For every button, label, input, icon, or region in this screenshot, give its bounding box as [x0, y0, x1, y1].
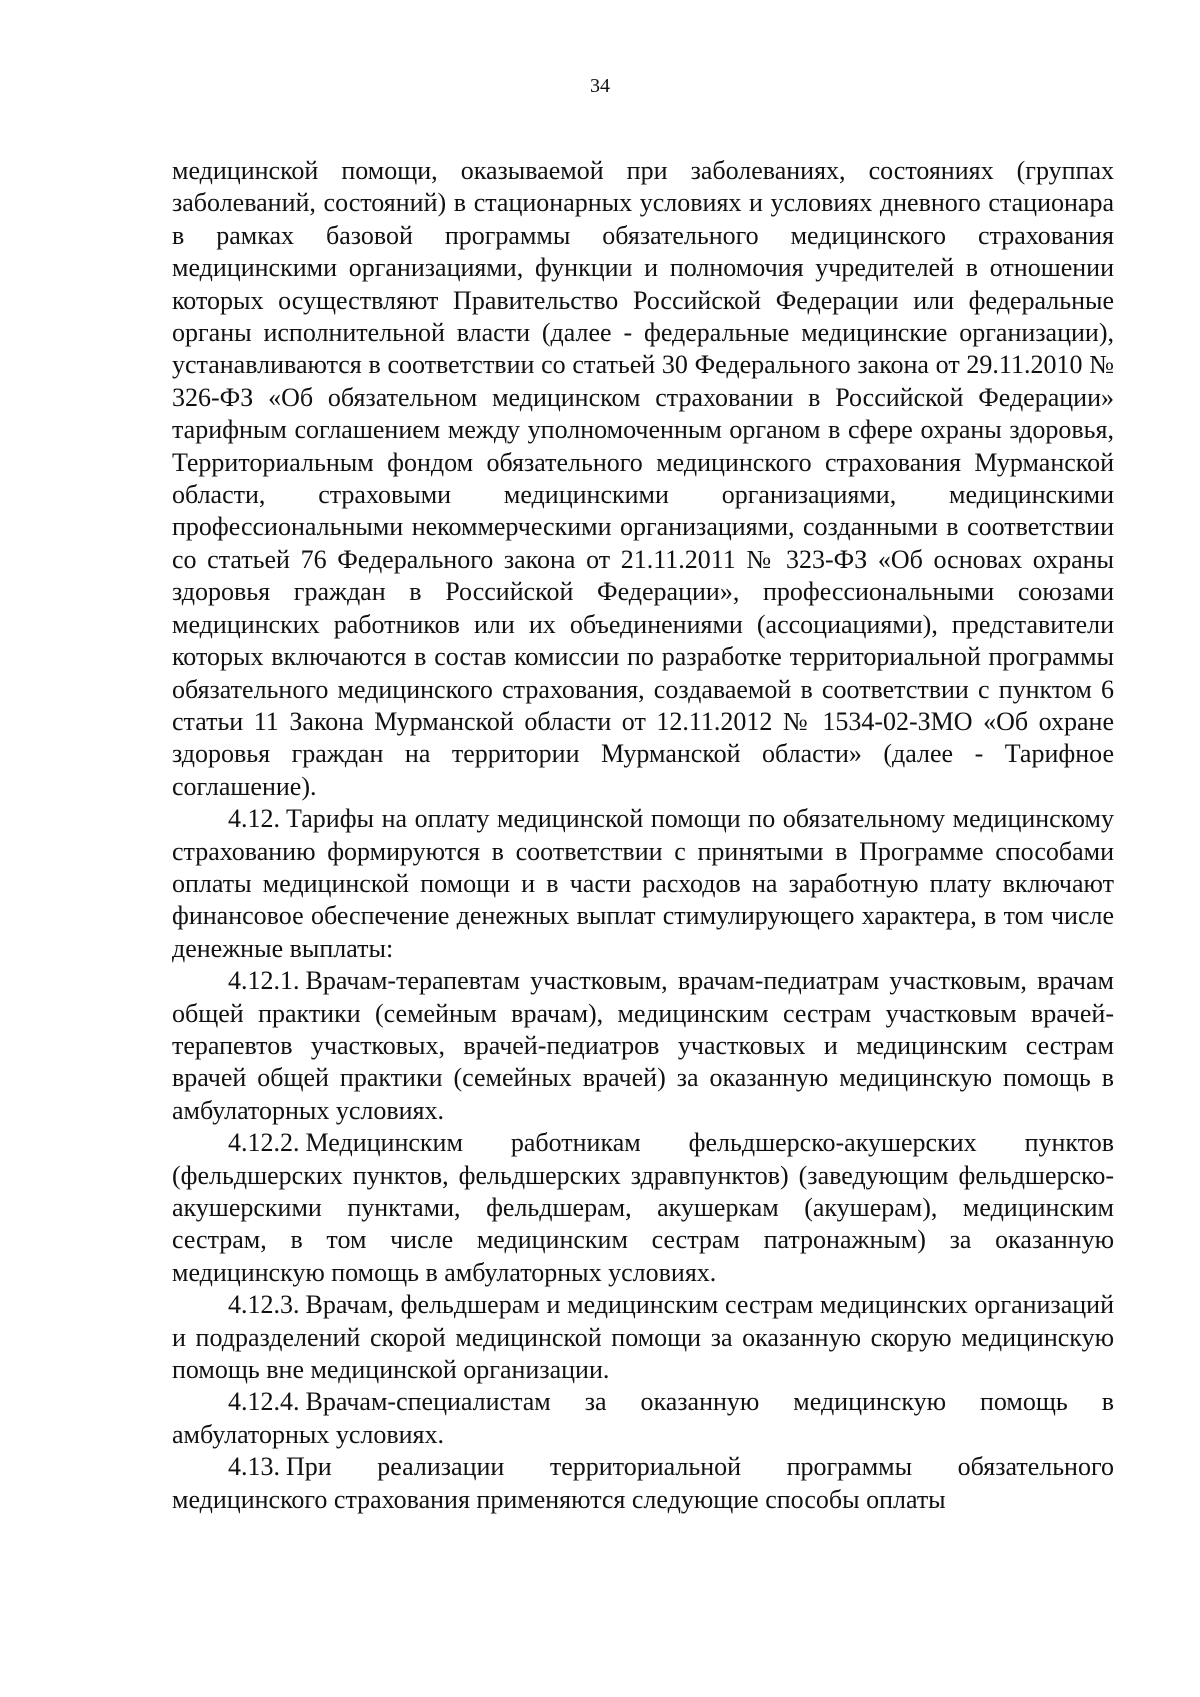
page-number: 34 — [590, 75, 610, 97]
paragraph-text: медицинской помощи, оказываемой при заболеваниях, состояниях (группах заболеваний, состояний) в стационарных условиях и условиях дневного стационара в рамках базовой программы обязательного медицинского страхования медицинскими организациями, функции и полномочия учредителей в отношении которых осуществляют Правительство Российской Федерации или федеральные органы исполнительной власти (далее - федеральные медицинские организации), устанавливаются в соответствии со статьей 30 Федерального закона от 29.11.2010 № 326-ФЗ «Об обязательном медицинском страховании в Российской Федерации» тарифным соглашением между уполномоченным органом в сфере охраны здоровья, Территориальным фондом обязательного медицинского страхования Мурманской области, страховыми медицинскими организациями, медицинскими профессиональными некоммерческими организациями, созданными в соответствии со статьей 76 Федерального закона от 21.11.2011 № 323-ФЗ «Об основах охраны здоровья граждан в Российской Федерации», профессиональными союзами медицинских работников или их объединениями (ассоциациями), представители которых включаются в состав комиссии по разработке территориальной программы обязательного медицинского страхования, создаваемой в соответствии с пунктом 6 статьи 11 Закона Мурманской области от 12.11.2012 № 1534-02-ЗМО «Об охране здоровья граждан на территории Мурманской области» (далее - Тарифное соглашение). — [172, 156, 1114, 801]
paragraph-number: 4.12.3. — [228, 1290, 300, 1320]
paragraph-4-12-2 — [172, 1127, 1114, 1289]
paragraph-text: Врачам, фельдшерам и медицинским сестрам медицинских организаций и подразделений скорой медицинской помощи за оказанную скорую медицинскую помощь вне медицинской организации. — [172, 1290, 1114, 1385]
paragraph-text: Тарифы на оплату медицинской помощи по обязательному медицинскому страхованию формируются в соответствии с принятыми в Программе способами оплаты медицинской помощи и в части расходов на заработную плату включают финансовое обеспечение денежных выплат стимулирующего характера, в том числе денежные выплаты: — [172, 804, 1114, 963]
paragraph-number: 4.12.1. — [228, 966, 300, 996]
paragraph-4-12-4 — [172, 1386, 1114, 1451]
paragraph-4-13 — [172, 1451, 1114, 1516]
paragraph-number: 4.12.4. — [228, 1387, 300, 1417]
paragraph-text: Врачам-терапевтам участковым, врачам-педиатрам участковым, врачам общей практики (семейным врачам), медицинским сестрам участковым врачей-терапевтов участковых, врачей-педиатров участковых и медицинским сестрам врачей общей практики (семейных врачей) за оказанную медицинскую помощь в амбулаторных условиях. — [172, 966, 1114, 1125]
paragraph-text: При реализации территориальной программы обязательного медицинского страхования применяются следующие способы оплаты — [172, 1452, 1114, 1514]
paragraph-number: 4.13. — [228, 1452, 280, 1482]
paragraph-continued — [172, 155, 1114, 803]
paragraph-4-12-3 — [172, 1289, 1114, 1386]
paragraph-number: 4.12.2. — [228, 1128, 300, 1158]
paragraph-number: 4.12. — [228, 804, 280, 834]
paragraph-4-12 — [172, 803, 1114, 965]
paragraph-4-12-1 — [172, 965, 1114, 1127]
document-body — [172, 155, 1114, 1516]
paragraph-text: Медицинским работникам фельдшерско-акушерских пунктов (фельдшерских пунктов, фельдшерских здравпунктов) (заведующим фельдшерско-акушерскими пунктами, фельдшерам, акушеркам (акушерам), медицинским сестрам, в том числе медицинским сестрам патронажным) за оказанную медицинскую помощь в амбулаторных условиях. — [172, 1128, 1114, 1287]
paragraph-text: Врачам-специалистам за оказанную медицинскую помощь в амбулаторных условиях. — [172, 1387, 1114, 1449]
